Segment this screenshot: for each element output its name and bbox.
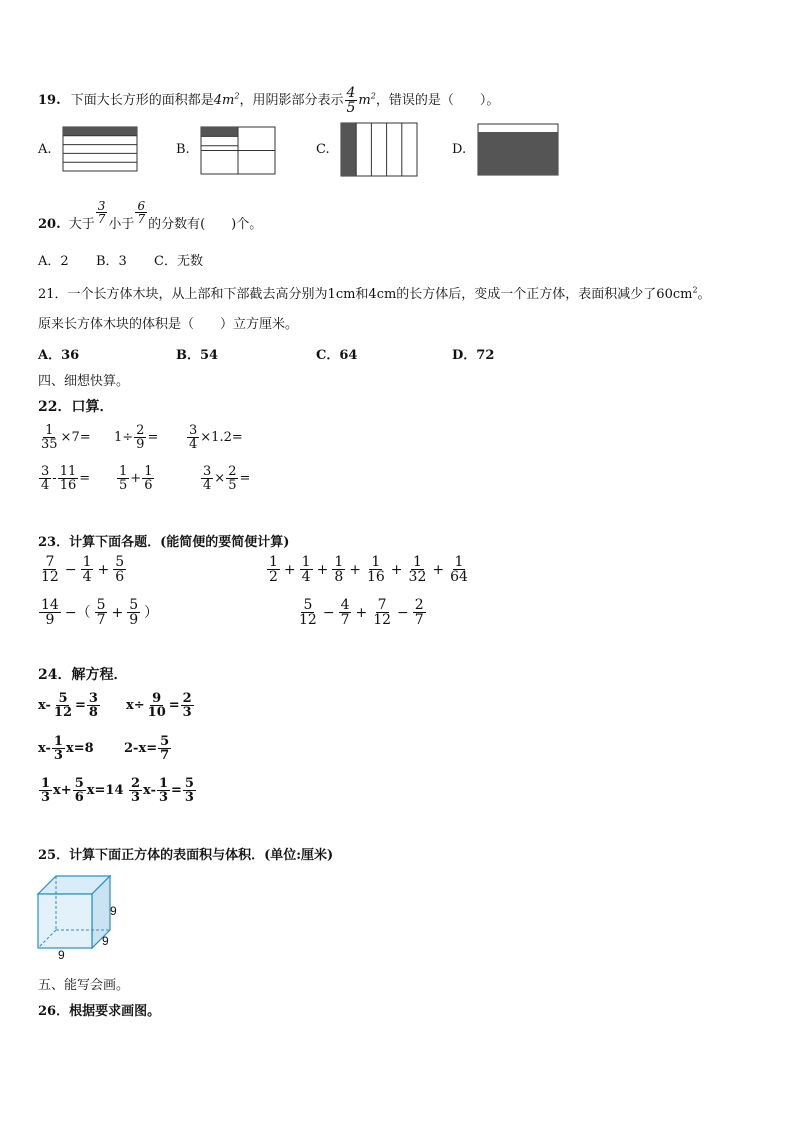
q24-equation: x- $\frac{5}{12}$ = $\frac{3}{8}$ bbox=[38, 691, 98, 720]
q23-expression: $\frac{7}{12}$ − $\frac{1}{4}$ + $\frac{5}{6}$ bbox=[41, 554, 125, 585]
option-a-label[interactable]: A. bbox=[38, 142, 52, 157]
q21-line1: 21．一个长方体木块，从上部和下部截去高分别为1cm和4cm的长方体后，变成一个正方体，表面积减少了$60cm^2$。 bbox=[38, 285, 711, 302]
q24-equation: $\frac{1}{3}$ x+ $\frac{5}{6}$ x=14 bbox=[41, 776, 124, 805]
q22-item: $\frac{1}{35}$ ×7= bbox=[41, 423, 91, 452]
cube-height-label: 9 bbox=[110, 904, 117, 918]
cube-depth-label: 9 bbox=[102, 934, 109, 948]
option-c-figure[interactable] bbox=[340, 122, 420, 178]
q21-option-d[interactable]: D．72 bbox=[452, 348, 495, 363]
q24-equation: $\frac{2}{3}$ x- $\frac{1}{3}$ = $\frac{5}{3}$ bbox=[131, 776, 194, 805]
q21-option-b[interactable]: B．54 bbox=[176, 348, 219, 363]
q21-option-c[interactable]: C．64 bbox=[316, 348, 358, 363]
q21-line2: 原来长方体木块的体积是（ ）立方厘米。 bbox=[38, 317, 299, 332]
option-b-label[interactable]: B. bbox=[176, 142, 190, 157]
q19-stem: 19. 下面大长方形的面积都是$4m^2$，用阴影部分表示 $\frac{4}{5}$ $m^2$，错误的是（ ）。 bbox=[38, 85, 500, 116]
q21-option-a[interactable]: A．36 bbox=[38, 348, 80, 363]
q23-expression: $\frac{5}{12}$ − $\frac{4}{7}$ + $\frac{7}{12}$ − $\frac{2}{7}$ bbox=[299, 597, 424, 628]
q23-expression: $\frac{14}{9}$ −（ $\frac{5}{7}$ + $\frac{5}{9}$ ） bbox=[41, 597, 159, 628]
option-b-figure[interactable] bbox=[200, 126, 276, 176]
fraction: $\frac{6}{7}$ bbox=[137, 199, 146, 226]
q22-item: $\frac{3}{4}$ × $\frac{2}{5}$ = bbox=[203, 464, 251, 493]
q22-title: 22．口算． bbox=[38, 399, 114, 415]
question-number: 19. bbox=[38, 93, 61, 108]
fraction: $\frac{1}{35}$ bbox=[41, 423, 58, 452]
q24-equation: 2-x= $\frac{5}{7}$ bbox=[124, 734, 170, 763]
q20-option-a[interactable]: A．2 bbox=[38, 254, 69, 269]
option-d-label[interactable]: D. bbox=[452, 142, 467, 157]
fraction: $\frac{3}{7}$ bbox=[97, 199, 106, 226]
q25-title: 25．计算下面正方体的表面积与体积．(单位:厘米) bbox=[38, 848, 334, 863]
q22-item: $\frac{3}{4}$ ×1.2= bbox=[189, 423, 243, 452]
question-number: 20. bbox=[38, 217, 61, 232]
option-a-figure[interactable] bbox=[62, 126, 138, 172]
option-c-label[interactable]: C. bbox=[316, 142, 330, 157]
q23-title: 23．计算下面各题．(能简便的要简便计算) bbox=[38, 535, 290, 550]
q20-option-b[interactable]: B．3 bbox=[96, 254, 127, 269]
q22-item: $\frac{3}{4}$ - $\frac{11}{16}$ = bbox=[41, 464, 91, 493]
q24-equation: x- $\frac{1}{3}$ x=8 bbox=[38, 734, 94, 763]
option-d-figure[interactable] bbox=[476, 122, 562, 178]
q20-option-c[interactable]: C．无数 bbox=[154, 254, 203, 269]
fraction: $\frac{3}{4}$ bbox=[189, 423, 198, 452]
fraction: $\frac{2}{9}$ bbox=[136, 423, 145, 452]
q24-title: 24．解方程． bbox=[38, 667, 128, 683]
q20-stem: 20. 大于 $\frac{3}{7}$ 小于 $\frac{6}{7}$ 的分数有( )个。 bbox=[38, 199, 263, 232]
fraction: $\frac{4}{5}$ bbox=[346, 85, 356, 116]
cube-width-label: 9 bbox=[58, 948, 65, 962]
section-heading: 五、能写会画。 bbox=[38, 978, 130, 993]
q24-equation: x÷ $\frac{9}{10}$ = $\frac{2}{3}$ bbox=[126, 691, 192, 720]
q22-item: $\frac{1}{5}$ + $\frac{1}{6}$ bbox=[119, 464, 153, 493]
q26-title: 26．根据要求画图。 bbox=[38, 1004, 161, 1019]
q23-expression: $\frac{1}{2}$ + $\frac{1}{4}$ + $\frac{1}{8}$ + $\frac{1}{16}$ + $\frac{1}{32}$ + $\frac{1}{64}$ bbox=[269, 554, 468, 585]
q22-item: 1÷ $\frac{2}{9}$ = bbox=[114, 423, 159, 452]
section-heading: 四、细想快算。 bbox=[38, 374, 130, 389]
